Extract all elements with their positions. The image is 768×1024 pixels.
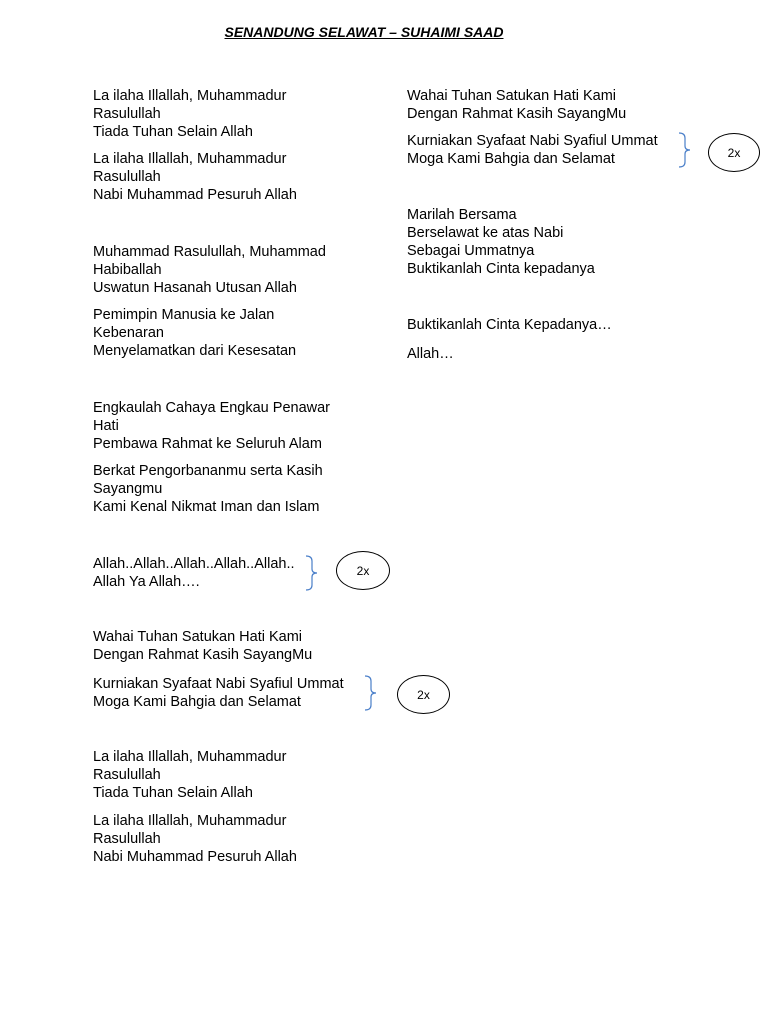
lyric-line: Rasulullah (93, 106, 161, 122)
lyric-line: Nabi Muhammad Pesuruh Allah (93, 849, 297, 865)
lyric-line: Kebenaran (93, 325, 164, 341)
repeat-badge: 2x (397, 675, 450, 714)
right-brace-icon (364, 675, 378, 711)
lyric-line: Muhammad Rasulullah, Muhammad (93, 244, 326, 260)
repeat-badge: 2x (336, 551, 390, 590)
lyric-line: Buktikanlah Cinta Kepadanya… (407, 317, 612, 333)
lyric-line: Allah Ya Allah…. (93, 574, 200, 590)
lyric-line: Berselawat ke atas Nabi (407, 225, 564, 241)
song-title: SENANDUNG SELAWAT – SUHAIMI SAAD (224, 24, 504, 40)
lyric-line: Kami Kenal Nikmat Iman dan Islam (93, 499, 320, 515)
lyric-line: Moga Kami Bahgia dan Selamat (93, 694, 301, 710)
lyric-line: La ilaha Illallah, Muhammadur (93, 749, 287, 765)
lyric-line: Hati (93, 418, 119, 434)
lyric-line: Marilah Bersama (407, 207, 517, 223)
lyric-line: Engkaulah Cahaya Engkau Penawar (93, 400, 330, 416)
lyric-line: Sebagai Ummatnya (407, 243, 535, 259)
lyric-line: Rasulullah (93, 831, 161, 847)
lyric-line: Berkat Pengorbananmu serta Kasih (93, 463, 323, 479)
repeat-badge: 2x (708, 133, 760, 172)
lyric-line: Pemimpin Manusia ke Jalan (93, 307, 275, 323)
lyric-line: Buktikanlah Cinta kepadanya (407, 261, 595, 277)
lyric-line: La ilaha Illallah, Muhammadur (93, 88, 287, 104)
lyric-line: Kurniakan Syafaat Nabi Syafiul Ummat (407, 133, 658, 149)
lyric-line: Moga Kami Bahgia dan Selamat (407, 151, 615, 167)
lyric-line: Kurniakan Syafaat Nabi Syafiul Ummat (93, 676, 344, 692)
lyric-line: Menyelamatkan dari Kesesatan (93, 343, 297, 359)
lyric-line: Pembawa Rahmat ke Seluruh Alam (93, 436, 322, 452)
lyric-line: Sayangmu (93, 481, 163, 497)
lyric-line: Wahai Tuhan Satukan Hati Kami (407, 88, 617, 104)
lyric-line: Habiballah (93, 262, 162, 278)
lyric-line: Dengan Rahmat Kasih SayangMu (407, 106, 627, 122)
right-brace-icon (305, 555, 319, 591)
lyric-line: Wahai Tuhan Satukan Hati Kami (93, 629, 303, 645)
lyric-line: Tiada Tuhan Selain Allah (93, 124, 253, 140)
lyric-line: Uswatun Hasanah Utusan Allah (93, 280, 297, 296)
lyric-line: Rasulullah (93, 767, 161, 783)
lyric-line: Nabi Muhammad Pesuruh Allah (93, 187, 297, 203)
lyric-line: Dengan Rahmat Kasih SayangMu (93, 647, 313, 663)
right-brace-icon (678, 132, 692, 168)
lyric-line: Allah… (407, 346, 454, 362)
lyric-line: Rasulullah (93, 169, 161, 185)
lyric-line: La ilaha Illallah, Muhammadur (93, 813, 287, 829)
lyric-line: La ilaha Illallah, Muhammadur (93, 151, 287, 167)
lyric-line: Tiada Tuhan Selain Allah (93, 785, 253, 801)
lyric-line: Allah..Allah..Allah..Allah..Allah.. (93, 556, 295, 572)
